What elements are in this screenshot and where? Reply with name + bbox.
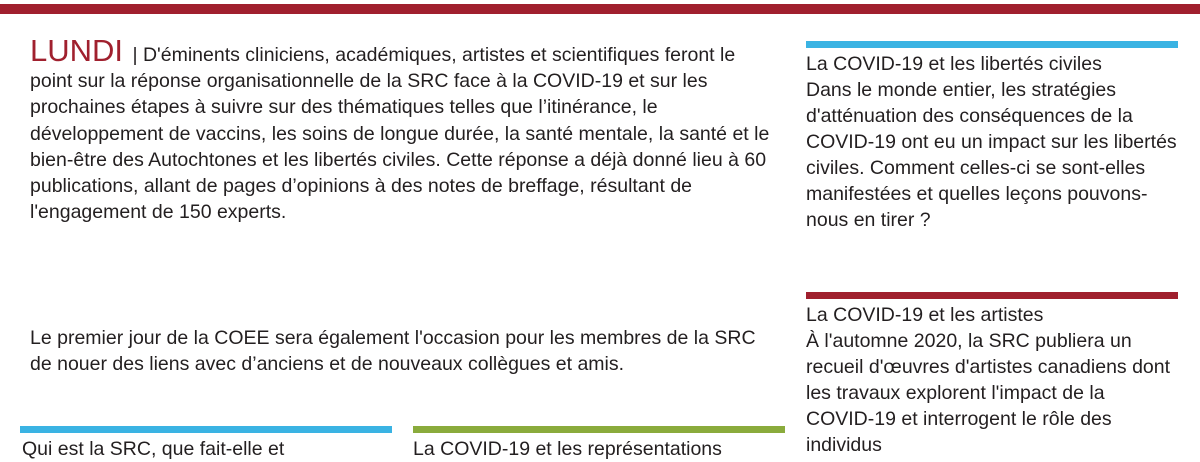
main-column	[30, 33, 775, 376]
card-title-src: Qui est la SRC, que fait-elle et	[22, 438, 285, 460]
sidebar-title-civil-liberties: La COVID-19 et les libertés civiles	[806, 53, 1102, 75]
sidebar-body-civil-liberties: Dans le monde entier, les stratégies d'atténuation des conséquences de la COVID-19 ont eu un impact sur les libertés civiles. Comment celles-ci se sont-elles manifestées et quelles leçons pouvons-nous en tirer ?	[806, 79, 1177, 231]
day-label: LUNDI	[30, 33, 124, 68]
sidebar-title-artists: La COVID-19 et les artistes	[806, 304, 1044, 326]
card-bar-green	[413, 426, 785, 433]
second-paragraph: Le premier jour de la COEE sera également l'occasion pour les membres de la SRC de nouer des liens avec d’anciens et de nouveaux collègues et amis.	[30, 327, 756, 376]
sidebar-body-artists: À l'automne 2020, la SRC publiera un recueil d'œuvres d'artistes canadiens dont les travaux explorent l'impact de la COVID-19 et interrogent le rôle des individus	[806, 330, 1171, 456]
sidebar-bar-blue	[806, 41, 1178, 48]
card-title-representations: La COVID-19 et les représentations	[413, 438, 722, 460]
separator: |	[132, 44, 138, 66]
card-bar-blue	[20, 426, 392, 433]
sidebar-section-artists	[806, 302, 1178, 458]
paragraph-text: D'éminents cliniciens, académiques, artistes et scientifiques feront le point sur la réponse organisationnelle de la SRC face à la COVID-19 et sur les prochaines étapes à suivre sur des thématiques telles que l’itinérance, le développement de vaccins, les soins de longue durée, la santé mentale, la santé et le bien-être des Autochtones et les libertés civiles. Cette réponse a déjà donné lieu à 60 publications, allant de pages d’opinions à des notes de breffage, résultant de l'engagement de 150 experts.	[30, 44, 770, 224]
sidebar-section-civil-liberties	[806, 51, 1178, 233]
sidebar-bar-red	[806, 292, 1178, 299]
top-rule	[0, 4, 1200, 14]
intro-paragraph	[30, 33, 775, 225]
